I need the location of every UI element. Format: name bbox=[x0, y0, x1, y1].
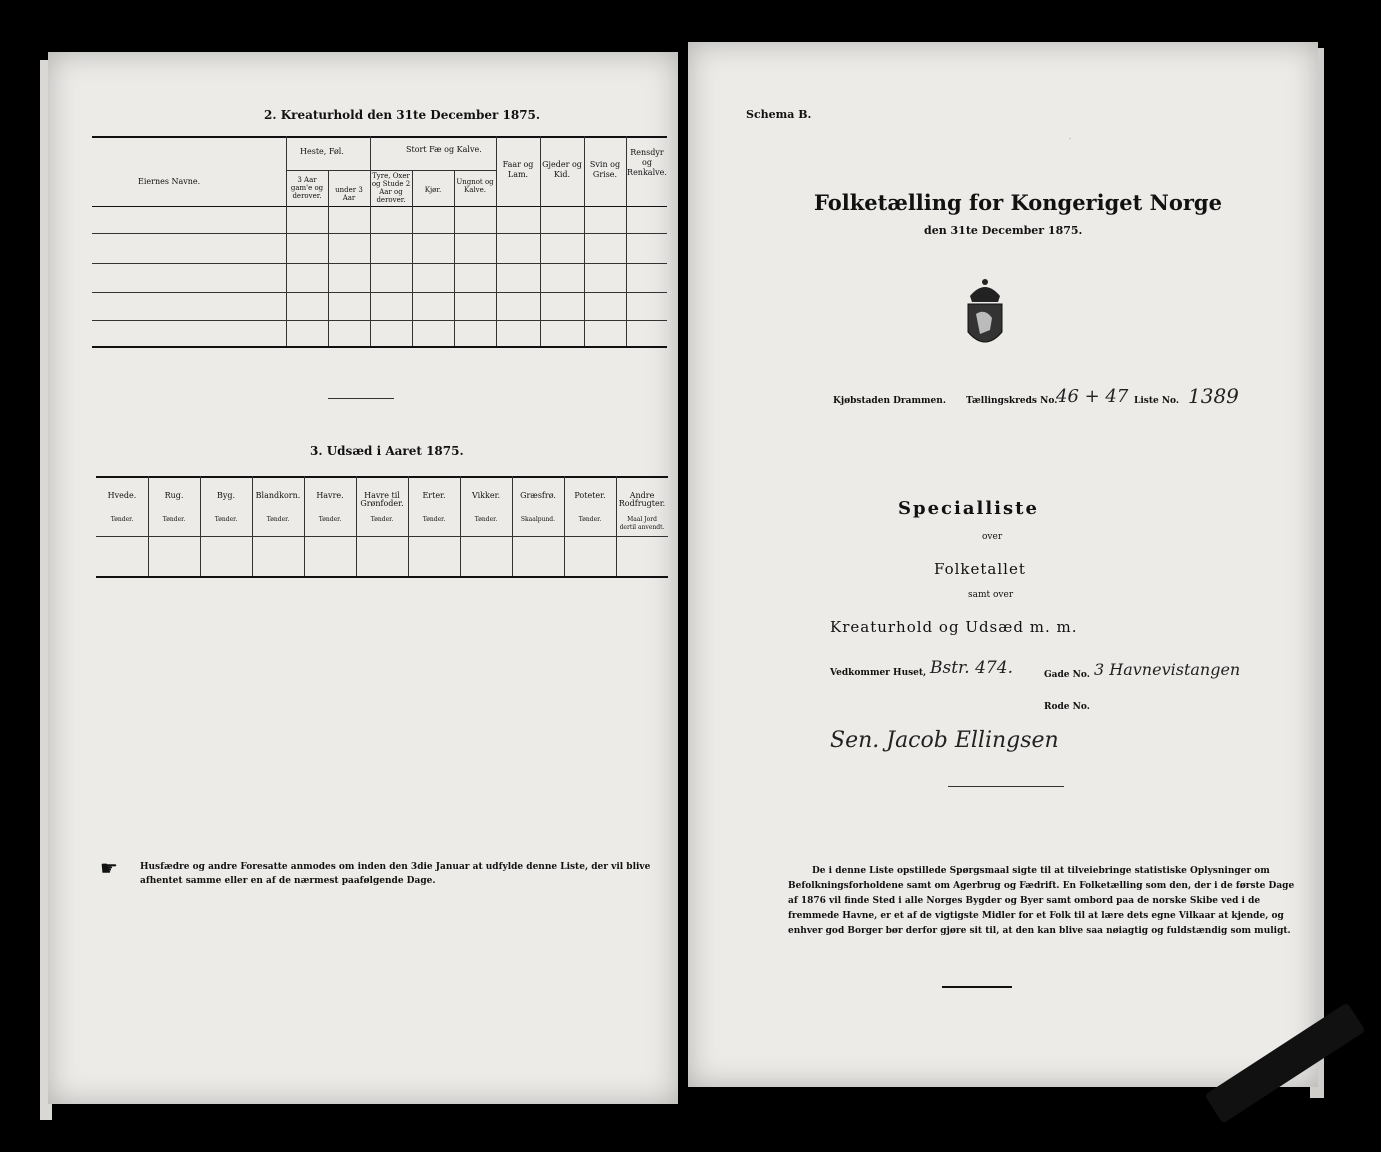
table3-col-9: Poteter. bbox=[574, 491, 606, 500]
col-cattle-young: Ungnot og Kalve. bbox=[456, 178, 494, 194]
rode-label: Rode No. bbox=[1044, 702, 1090, 712]
table3-col-6: Erter. bbox=[422, 491, 446, 500]
table3-divider bbox=[356, 476, 357, 576]
schema-label: Schema B. bbox=[746, 108, 812, 121]
kreaturhold-heading: Kreaturhold og Udsæd m. m. bbox=[830, 618, 1078, 636]
table3-divider bbox=[512, 476, 513, 576]
table3-unit-9: Tønder. bbox=[578, 516, 602, 523]
col-pigs: Svin og Grise. bbox=[589, 160, 621, 179]
col-cattle-group: Stort Fæ og Kalve. bbox=[406, 145, 482, 154]
table3-divider bbox=[616, 476, 617, 576]
table3-divider bbox=[252, 476, 253, 576]
right-page: Schema B. · Folketælling for Kongeriget Norge den 31te December 1875. Kjøbstaden Drammen. Tællingskreds No. 46 + 47 Liste No. 1389 Specialliste over Folketallet samt over Kreaturhold og Udsæd m. m. Vedkommer Huset, Bstr. 474. Gade No. 3 Havnevistangen Rode No. Sen. Jacob Ellingsen De i denne Liste opstillede Spørgsmaal sigte til at tilveiebringe statistiske Oplysninger om Befolkningsforholdene samt om Agerbrug og Fædrift. En Folketælling som den, der i de første Dage af 1876 vil finde Sted i alle Norges Bygder og Byer samt ombord paa de norske Skibe ved i de fremmede Havne, er et af de vigtigste Midler for et Folk til at lære dets egne Vilkaar at kjende, og enhver god Borger bør derfor gjøre sit til, at den kan blive saa nøiagtig og fuldstændig som muligt. bbox=[688, 42, 1318, 1087]
col-goats: Gjeder og Kid. bbox=[542, 160, 582, 179]
table3-col-5: Havre til Grønfoder. bbox=[360, 491, 404, 508]
col-reindeer: Rensdyr og Renkalve. bbox=[627, 148, 667, 177]
intro-text: De i denne Liste opstillede Spørgsmaal sigte til at tilveiebringe statistiske Oplysninger om Befolkningsforholdene samt om Agerbrug og Fædrift. En Folketælling som den, der i de første Dage af 1876 vil finde Sted i alle Norges Bygder og Byer samt ombord paa de norske Skibe ved i de fremmede Havne, er et af de vigtigste Midler for et Folk til at lære dets egne Vilkaar at kjende, og enhver god Borger bør derfor gjøre sit til, at den kan blive saa nøiagtig og fuldstændig som muligt. bbox=[788, 866, 1295, 936]
kjobstad-label: Kjøbstaden Drammen. bbox=[833, 396, 946, 406]
col-horses-3plus: 3 Aar gam'e og derover. bbox=[290, 176, 324, 200]
table3-divider bbox=[460, 476, 461, 576]
table3-unit-2: Tønder. bbox=[214, 516, 238, 523]
table3-col-4: Havre. bbox=[316, 491, 344, 500]
folketallet-heading: Folketallet bbox=[934, 560, 1026, 578]
table3-col-10: Andre Rodfrugter. bbox=[618, 491, 666, 508]
table3-unit-4: Tønder. bbox=[318, 516, 342, 523]
table3-unit-10: Maal Jord dertil anvendt. bbox=[619, 516, 665, 531]
liste-value: 1389 bbox=[1188, 384, 1239, 408]
section2-title: 2. Kreaturhold den 31te December 1875. bbox=[264, 108, 541, 122]
table3-col-8: Græsfrø. bbox=[520, 491, 556, 500]
gade-value: 3 Havnevistangen bbox=[1094, 660, 1241, 679]
table3-unit-0: Tønder. bbox=[110, 516, 134, 523]
samt-over-text: samt over bbox=[968, 590, 1014, 600]
table3-unit-8: Skaalpund. bbox=[520, 516, 556, 523]
liste-label: Liste No. bbox=[1134, 396, 1180, 406]
col-cattle-bulls: Tyre, Oxer og Stude 2 Aar og derover. bbox=[371, 172, 411, 204]
specialliste-heading: Specialliste bbox=[898, 498, 1039, 519]
pointing-hand-icon: ☛ bbox=[100, 856, 118, 880]
col-cattle-cows: Kjør. bbox=[424, 186, 442, 194]
table3-unit-3: Tønder. bbox=[266, 516, 290, 523]
kreds-label: Tællingskreds No. bbox=[966, 396, 1058, 406]
kreds-value: 46 + 47 bbox=[1056, 386, 1129, 407]
table3-divider bbox=[304, 476, 305, 576]
table3-unit-5: Tønder. bbox=[370, 516, 394, 523]
table3-unit-7: Tønder. bbox=[474, 516, 498, 523]
col-owners: Eiernes Navne. bbox=[138, 177, 201, 186]
table3-divider bbox=[564, 476, 565, 576]
col-horses-group: Heste, Føl. bbox=[300, 147, 344, 156]
section3-title: 3. Udsæd i Aaret 1875. bbox=[310, 444, 464, 458]
notice-text: Husfædre og andre Foresatte anmodes om inden den 3die Januar at udfylde denne Liste, der vil blive afhentet samme eller en af de nærmest paafølgende Dage. bbox=[140, 862, 651, 886]
table3-col-7: Vikker. bbox=[471, 491, 501, 500]
coat-of-arms-icon bbox=[960, 274, 1010, 352]
table3-divider bbox=[200, 476, 201, 576]
over-text-1: over bbox=[982, 532, 1003, 542]
table3-divider bbox=[408, 476, 409, 576]
main-date: den 31te December 1875. bbox=[924, 224, 1083, 237]
huset-label: Vedkommer Huset, bbox=[830, 668, 927, 678]
owner-value: Sen. Jacob Ellingsen bbox=[830, 728, 1059, 753]
table3-col-1: Rug. bbox=[164, 491, 184, 500]
main-title: Folketælling for Kongeriget Norge bbox=[814, 190, 1222, 215]
gade-label: Gade No. bbox=[1044, 670, 1090, 680]
table3-unit-1: Tønder. bbox=[162, 516, 186, 523]
col-horses-under3: under 3 Aar bbox=[335, 186, 363, 202]
left-page bbox=[48, 52, 678, 1104]
table3-col-2: Byg. bbox=[216, 491, 236, 500]
huset-value: Bstr. 474. bbox=[930, 658, 1013, 678]
table3-unit-6: Tønder. bbox=[422, 516, 446, 523]
table3-divider bbox=[148, 476, 149, 576]
table3-col-3: Blandkorn. bbox=[255, 491, 301, 500]
table3-col-0: Hvede. bbox=[107, 491, 137, 500]
col-sheep: Faar og Lam. bbox=[502, 160, 534, 179]
